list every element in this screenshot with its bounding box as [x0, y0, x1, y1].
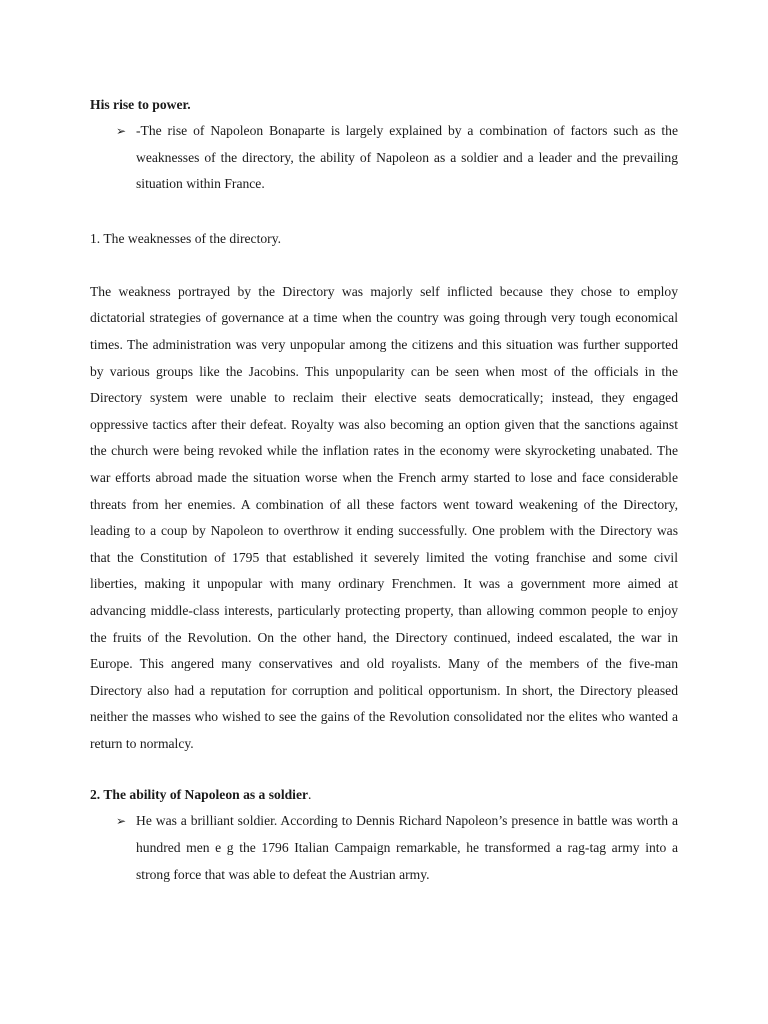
section1-heading: 1. The weaknesses of the directory. [90, 230, 282, 246]
arrow-bullet-icon: ➢ [116, 124, 127, 138]
section2-heading-tail: . [308, 787, 312, 803]
section1-paragraph: The weakness portrayed by the Directory was majorly self inflicted because they chose to employ dictatorial strategies of governance at a time when the country was going through very tough economical times. The administration was very unpopular among the citizens and this situation was further supported by various groups like the Jacobins. This unpopularity can be seen when most of the officials in the Directory system were unable to reclaim their elective seats democratically; instead, they engaged oppressive tactics after their defeat. Royalty was also becoming an option given that the sanctions against the church were being revoked while the inflation rates in the economy were skyrocketing unabated. The war efforts abroad made the situation worse when the French army started to lose and face considerable threats from her enemies. A combination of all these factors went toward weakening of the Directory, leading to a coup by Napoleon to overthrow it ending successfully. One problem with the Directory was that the Constitution of 1795 that established it severely limited the voting franchise and some civil liberties, making it unpopular with many ordinary Frenchmen. It was a government more aimed at advancing middle-class interests, particularly protecting property, than allowing common people to enjoy the fruits of the Revolution. On the other hand, the Directory continued, indeed escalated, the war in Europe. This angered many conservatives and old royalists. Many of the members of the five-man Directory also had a reputation for corruption and political opportunism. In short, the Directory pleased neither the masses who wished to see the gains of the Revolution consolidated nor the elites who wanted a return to normalcy. [90, 283, 678, 751]
document-page [90, 92, 678, 888]
spacer [90, 252, 678, 279]
section2-bullet-text: He was a brilliant soldier. According to Dennis Richard Napoleon’s presence in battle was worth a hundred men e g the 1796 Italian Campaign remarkable, he transformed a rag-tag army into a strong force that was able to defeat the Austrian army. [136, 813, 678, 882]
section2-heading [90, 782, 678, 808]
heading-rise-to-power: His rise to power. [90, 97, 191, 112]
spacer [90, 757, 678, 782]
arrow-bullet-icon: ➢ [116, 814, 127, 829]
intro-bullet-text: -The rise of Napoleon Bonaparte is largely explained by a combination of factors such as the weaknesses of the directory, the ability of Napoleon as a soldier and a leader and the prevailing situation within France. [136, 123, 678, 192]
section2-bullet-item [90, 808, 678, 888]
section2-heading-bold: 2. The ability of Napoleon as a soldier [90, 787, 309, 803]
intro-bullet-item [90, 118, 678, 198]
spacer [90, 198, 678, 226]
